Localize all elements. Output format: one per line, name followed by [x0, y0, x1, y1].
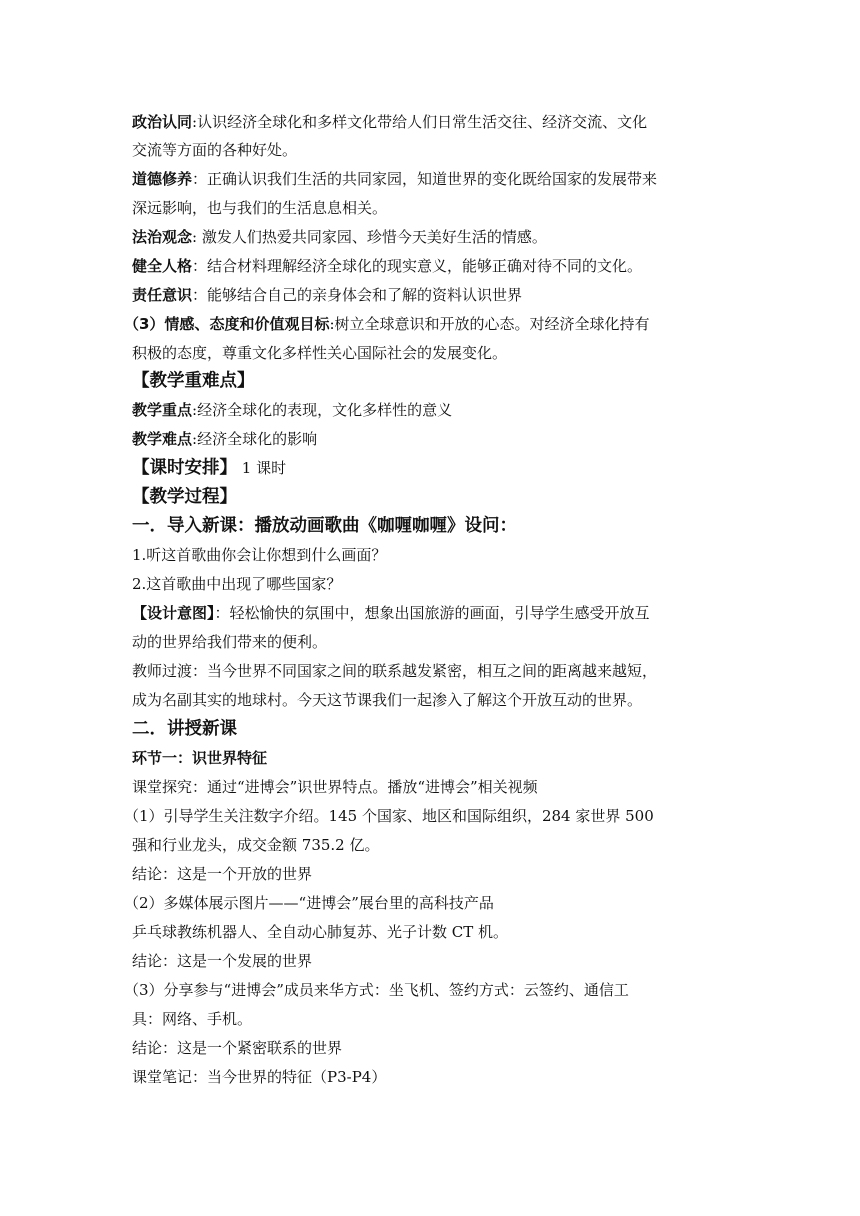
teaching-difficulty: 教学难点:经济全球化的影响 — [132, 430, 318, 448]
point-3-cont: 具：网络、手机。 — [132, 1010, 253, 1028]
transition-2: 成为名副其实的地球村。今天这节课我们一起渗入了解这个开放互动的世界。 — [132, 691, 643, 709]
moral-goal: 道德修养：正确认识我们生活的共同家园，知道世界的变化既给国家的发展带来 — [132, 170, 658, 188]
personality-goal: 健全人格：结合材料理解经济全球化的现实意义，能够正确对待不同的文化。 — [132, 257, 643, 275]
moral-goal-cont: 深远影响，也与我们的生活息息相关。 — [132, 199, 388, 217]
conclusion-1: 结论：这是一个开放的世界 — [132, 865, 313, 883]
class-notes: 课堂笔记：当今世界的特征（P3-P4） — [132, 1068, 387, 1086]
emotion-goal-cont: 积极的态度，尊重文化多样性关心国际社会的发展变化。 — [132, 344, 508, 362]
teaching-focus: 教学重点:经济全球化的表现，文化多样性的意义 — [132, 401, 453, 419]
question-1: 1.听这首歌曲你会让你想到什么画面？ — [132, 546, 387, 564]
emotion-goal: （3）情感、态度和价值观目标:树立全球意识和开放的心态。对经济全球化持有 — [124, 315, 650, 333]
explore: 课堂探究：通过“进博会”识世界特点。播放“进博会”相关视频 — [132, 778, 538, 796]
political-goal-cont: 交流等方面的各种好处。 — [132, 141, 298, 159]
question-2: 2.这首歌曲中出现了哪些国家？ — [132, 575, 342, 593]
design-intent-cont: 动的世界给我们带来的便利。 — [132, 633, 328, 651]
schedule: 【课时安排】 1 课时 — [132, 458, 287, 478]
point-2: （2）多媒体展示图片——“进博会”展台里的高科技产品 — [124, 894, 494, 912]
point-1: （1）引导学生关注数字介绍。145 个国家、地区和国际组织，284 家世界 500 — [124, 807, 654, 825]
lecture-heading: 二．讲授新课 — [132, 719, 237, 739]
section1-heading: 环节一：识世界特征 — [132, 749, 268, 767]
responsibility-goal: 责任意识：能够结合自己的亲身体会和了解的资料认识世界 — [132, 286, 523, 304]
conclusion-3: 结论：这是一个紧密联系的世界 — [132, 1039, 343, 1057]
point-1-cont: 强和行业龙头，成交金额 735.2 亿。 — [132, 836, 380, 854]
conclusion-2: 结论：这是一个发展的世界 — [132, 952, 313, 970]
design-intent: 【设计意图】：轻松愉快的氛围中，想象出国旅游的画面，引导学生感受开放互 — [132, 604, 650, 622]
political-goal: 政治认同:认识经济全球化和多样文化带给人们日常生活交往、经济交流、文化 — [132, 113, 648, 131]
intro-heading: 一．导入新课：播放动画歌曲《咖喱咖喱》设问： — [132, 516, 517, 536]
process-heading: 【教学过程】 — [132, 487, 237, 507]
transition-1: 教师过渡：当今世界不同国家之间的联系越发紧密，相互之间的距离越来越短， — [132, 662, 658, 680]
point-3: （3）分享参与“进博会”成员来华方式：坐飞机、签约方式：云签约、通信工 — [124, 981, 629, 999]
key-points-heading: 【教学重难点】 — [132, 371, 255, 391]
point-2-cont: 乒乓球教练机器人、全自动心肺复苏、光子计数 CT 机。 — [132, 923, 509, 941]
law-goal: 法治观念: 激发人们热爱共同家园、珍惜今天美好生活的情感。 — [132, 228, 547, 246]
